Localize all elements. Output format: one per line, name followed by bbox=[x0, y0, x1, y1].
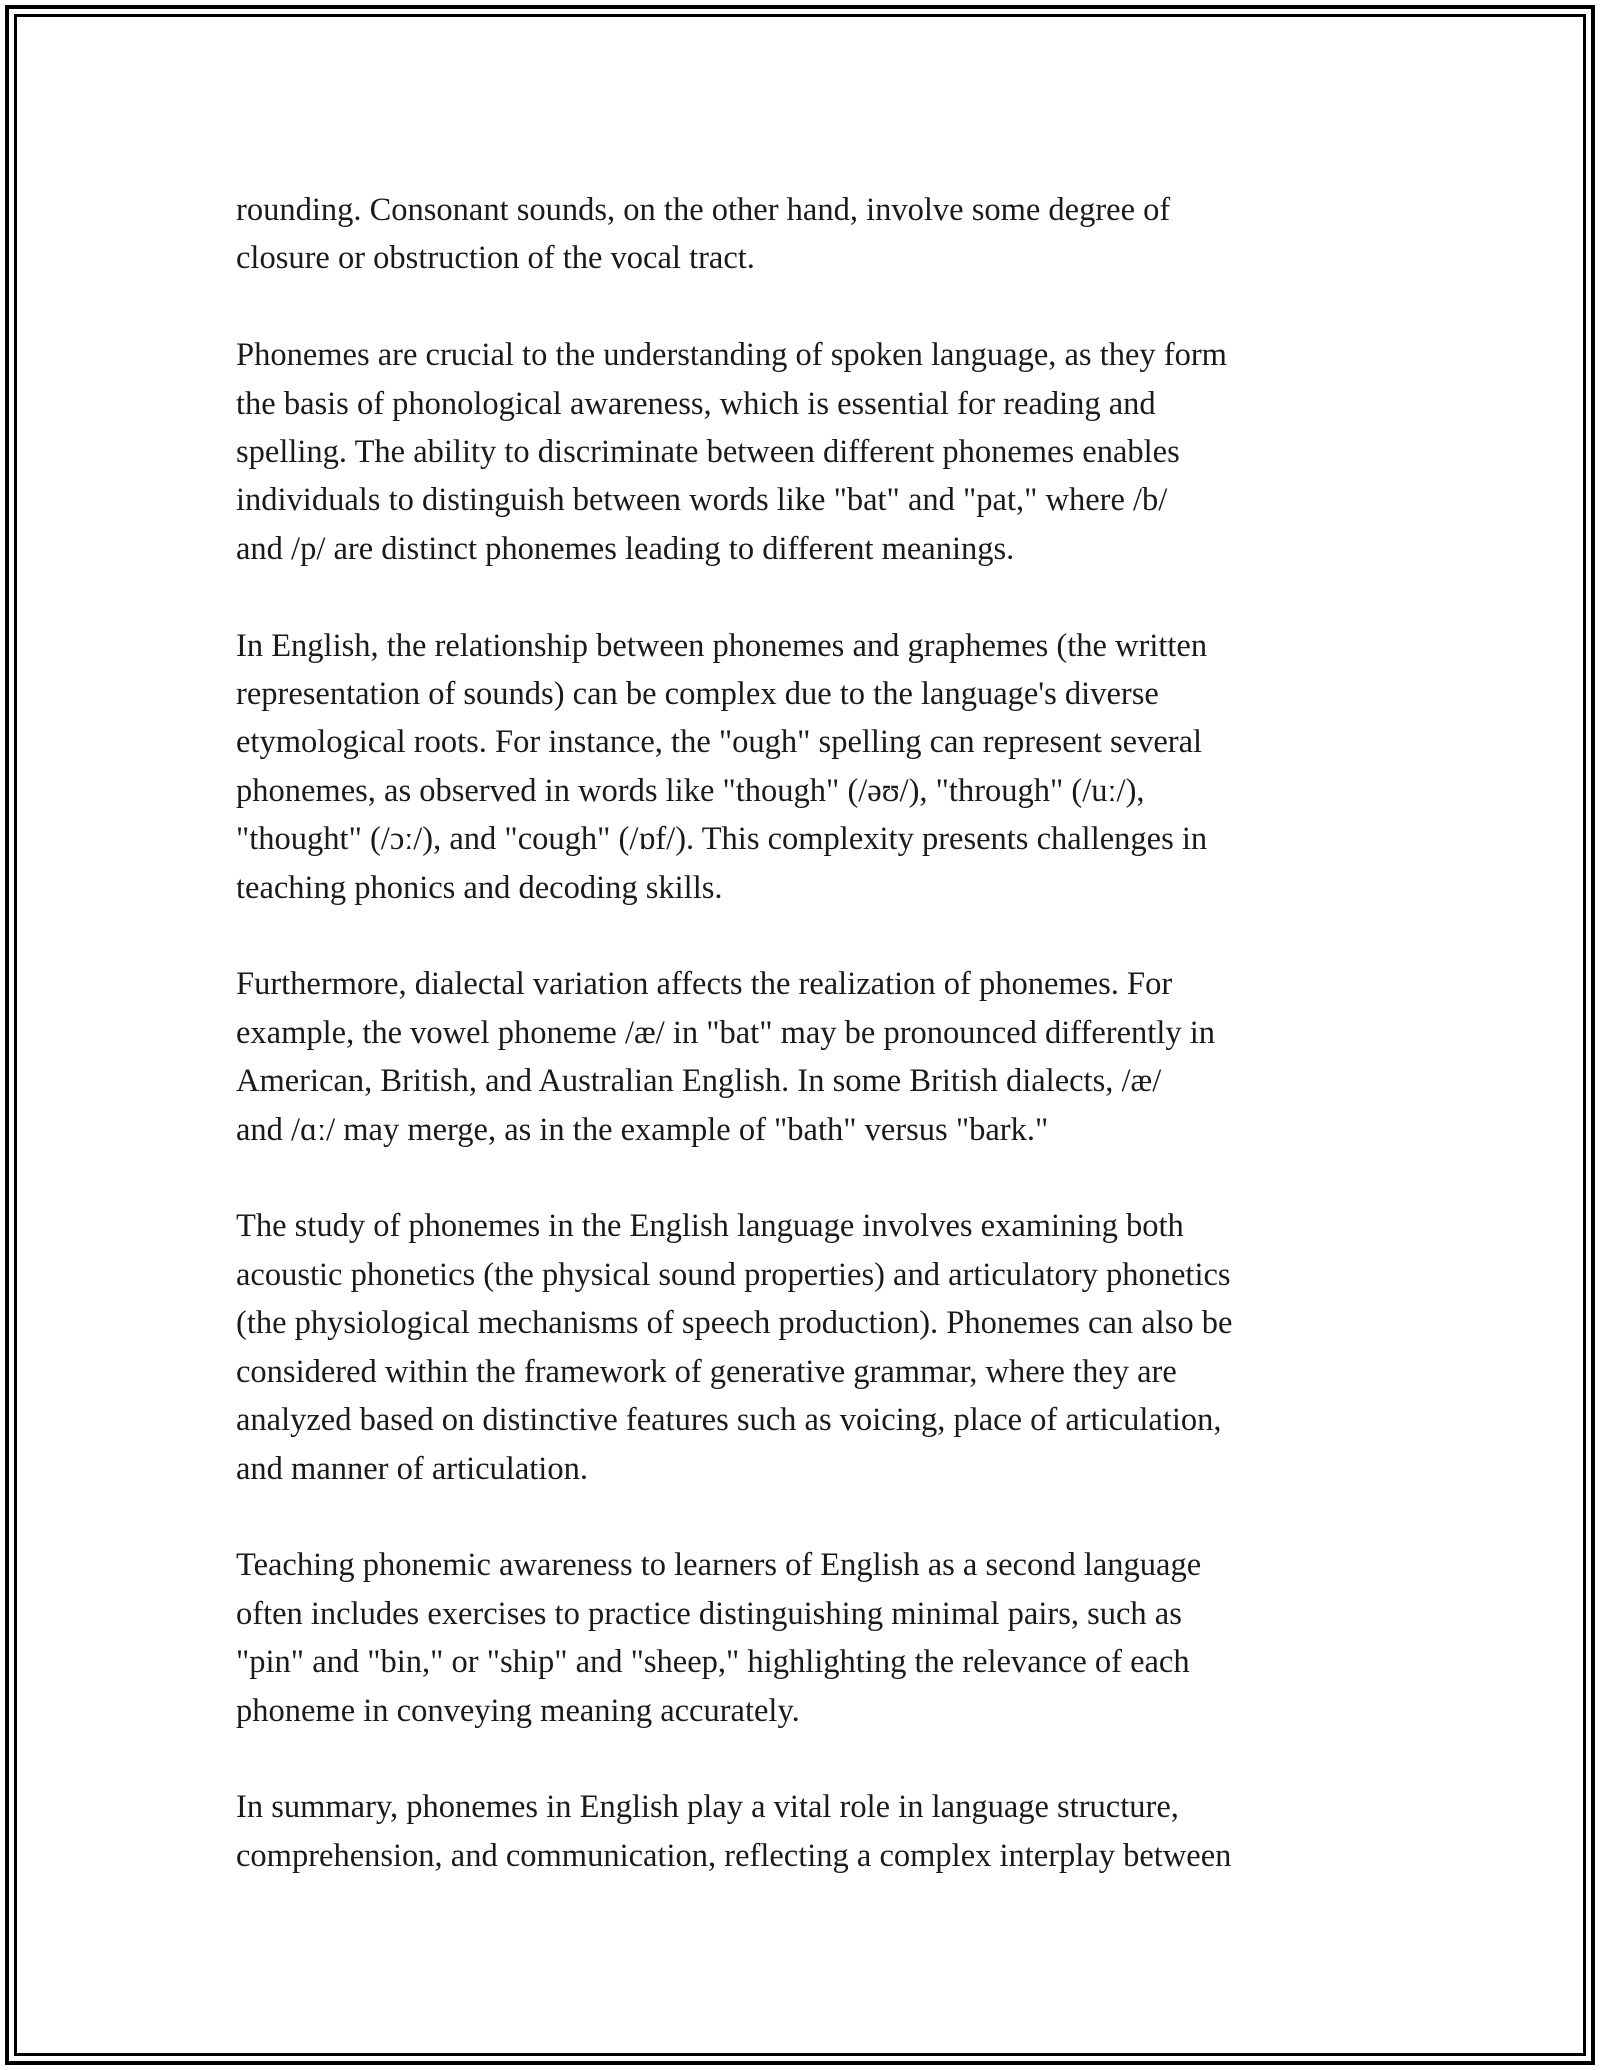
text-line: comprehension, and communication, reflecting a complex interplay between bbox=[236, 1837, 1232, 1874]
text-line: In English, the relationship between phonemes and graphemes (the written bbox=[236, 627, 1208, 664]
document-body bbox=[236, 186, 1366, 1929]
text-line: Furthermore, dialectal variation affects the realization of phonemes. For bbox=[236, 966, 1173, 1003]
paragraph-4 bbox=[236, 960, 1366, 1154]
text-line: analyzed based on distinctive features such as voicing, place of articulation, bbox=[236, 1402, 1222, 1439]
paragraph-3 bbox=[236, 622, 1366, 912]
paragraph-6 bbox=[236, 1541, 1366, 1735]
text-line: closure or obstruction of the vocal tract. bbox=[236, 240, 755, 277]
text-line: Teaching phonemic awareness to learners of English as a second language bbox=[236, 1547, 1202, 1584]
paragraph-5 bbox=[236, 1202, 1366, 1492]
text-line: The study of phonemes in the English language involves examining both bbox=[236, 1208, 1184, 1245]
text-line: and /ɑː/ may merge, as in the example of "bath" versus "bark." bbox=[236, 1111, 1049, 1148]
paragraph-7 bbox=[236, 1783, 1366, 1880]
paragraph-1 bbox=[236, 186, 1366, 283]
text-line: considered within the framework of generative grammar, where they are bbox=[236, 1353, 1177, 1390]
text-line: "pin" and "bin," or "ship" and "sheep," highlighting the relevance of each bbox=[236, 1644, 1190, 1681]
text-line: phoneme in conveying meaning accurately. bbox=[236, 1692, 800, 1729]
text-line: representation of sounds) can be complex due to the language's diverse bbox=[236, 676, 1159, 713]
text-line: example, the vowel phoneme /æ/ in "bat" may be pronounced differently in bbox=[236, 1014, 1215, 1051]
text-line: American, British, and Australian English. In some British dialects, /æ/ bbox=[236, 1063, 1162, 1100]
paragraph-2 bbox=[236, 331, 1366, 573]
text-line: and /p/ are distinct phonemes leading to different meanings. bbox=[236, 530, 1015, 567]
text-line: rounding. Consonant sounds, on the other hand, involve some degree of bbox=[236, 192, 1171, 228]
text-line: (the physiological mechanisms of speech production). Phonemes can also be bbox=[236, 1305, 1233, 1342]
text-line: In summary, phonemes in English play a vital role in language structure, bbox=[236, 1789, 1179, 1826]
text-line: spelling. The ability to discriminate between different phonemes enables bbox=[236, 434, 1180, 471]
text-line: individuals to distinguish between words like "bat" and "pat," where /b/ bbox=[236, 482, 1168, 519]
text-line: etymological roots. For instance, the "ough" spelling can represent several bbox=[236, 724, 1203, 761]
text-line: acoustic phonetics (the physical sound properties) and articulatory phonetics bbox=[236, 1256, 1231, 1293]
text-line: "thought" (/ɔː/), and "cough" (/ɒf/). This complexity presents challenges in bbox=[236, 821, 1208, 858]
text-line: Phonemes are crucial to the understanding of spoken language, as they form bbox=[236, 337, 1227, 374]
text-line: and manner of articulation. bbox=[236, 1450, 588, 1487]
text-line: phonemes, as observed in words like "though" (/əʊ/), "through" (/uː/), bbox=[236, 772, 1145, 809]
text-line: teaching phonics and decoding skills. bbox=[236, 869, 723, 906]
text-line: often includes exercises to practice distinguishing minimal pairs, such as bbox=[236, 1595, 1182, 1632]
text-line: the basis of phonological awareness, which is essential for reading and bbox=[236, 385, 1156, 422]
